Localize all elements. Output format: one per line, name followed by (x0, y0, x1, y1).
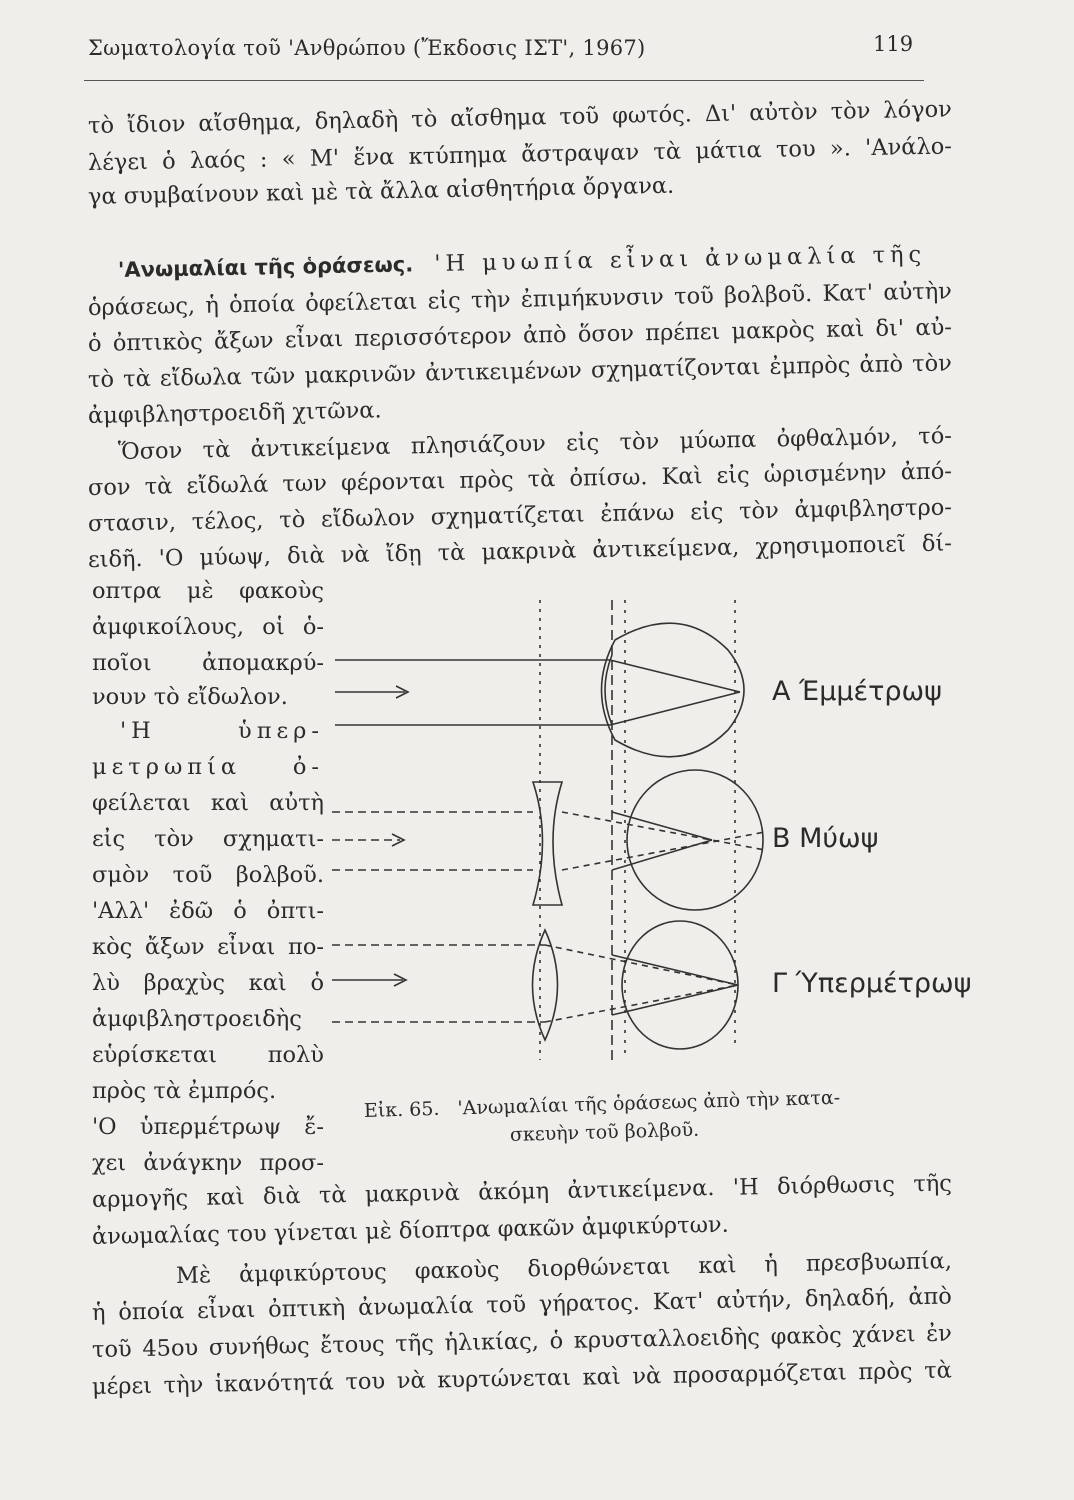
convex-lens (533, 930, 558, 1040)
text-line: ἡ ὁποία εἶναι ὀπτικὴ ἀνωμαλία τοῦ γήρατος. Κατ' αὐτήν, δηλαδή, ἀπὸ (91, 1283, 953, 1326)
column-line: μετρωπία ὀ- (92, 754, 324, 780)
refracted-ray (545, 945, 738, 985)
focus-ray (612, 985, 738, 1015)
column-line: 'Η ὑπερ- (120, 718, 324, 744)
eyeball-outline (622, 921, 738, 1049)
column-line: ἀμφιβληστροειδὴς (92, 1006, 302, 1032)
column-line: λὺ βραχὺς καὶ ὁ (92, 970, 324, 996)
caption-line: 'Ανωμαλίαι τῆς ὁράσεως ἀπὸ τὴν κατα- (457, 1086, 841, 1120)
text-line: ἀνωμαλίας του γίνεται μὲ δίοπτρα φακῶν ἀμφικύρτων. (91, 1211, 729, 1250)
column-line: 'Αλλ' ἐδῶ ὁ ὀπτι- (92, 898, 324, 924)
column-line: οπτρα μὲ φακοὺς (92, 578, 324, 604)
focus-ray (612, 955, 738, 985)
column-line: 'Ο ὑπερμέτρωψ ἔ- (92, 1114, 324, 1140)
text-line: αρμογῆς καὶ διὰ τὰ μακρινὰ ἀκόμη ἀντικείμενα. 'Η διόρθωσις τῆς (91, 1170, 953, 1213)
text-line: σον τὰ εἴδωλά των φέρονται πρὸς τὰ ὀπίσω. Καὶ εἰς ὡρισμένην ἀπό- (87, 458, 953, 501)
column-line: εὑρίσκεται πολὺ (92, 1042, 324, 1068)
column-line: ποῖοι ἀπομακρύ- (92, 650, 324, 676)
section-heading: 'Ανωμαλίαι τῆς ὁράσεως. (117, 252, 414, 282)
text-line: Μὲ ἀμφικύρτους φακοὺς διορθώνεται καὶ ἡ πρεσβυωπία, (175, 1248, 953, 1289)
text-line: ἀμφιβληστροειδῆ χιτῶνα. (87, 397, 382, 429)
text-line: ὁ ὀπτικὸς ἄξων εἶναι περισσότερον ἀπὸ ὅσον πρέπει μακρὸς καὶ δι' αὐ- (87, 314, 953, 357)
text-line: ειδῆ. 'Ο μύωψ, διὰ νὰ ἴδῃ τὰ μακρινὰ ἀντικείμενα, χρησιμοποιεῖ δί- (87, 530, 953, 573)
column-line: ἀμφικοίλους, οἱ ὁ- (92, 614, 324, 640)
text-line: λέγει ὁ λαός : « Μ' ἕνα κτύπημα ἄστραψαν τὰ μάτια του ». 'Ανάλο- (87, 133, 953, 176)
heading-continuation: 'Η μυωπία εἶναι ἀνωμαλία τῆς (434, 241, 927, 277)
column-line: κὸς ἄξων εἶναι πο- (92, 934, 324, 960)
column-line: φείλεται καὶ αὐτὴ (92, 790, 324, 816)
column-line: πρὸς τὰ ἐμπρός. (92, 1078, 277, 1104)
label-myopic: Β Μύωψ (772, 823, 879, 854)
column-line: εἰς τὸν σχηματι- (92, 826, 324, 852)
text-line: τὸ τὰ εἴδωλα τῶν μακρινῶν ἀντικειμένων σχηματίζονται ἐμπρὸς ἀπὸ τὸν (87, 350, 953, 393)
column-line: νουν τὸ εἴδωλον. (92, 684, 288, 710)
text-line: Ὅσον τὰ ἀντικείμενα πλησιάζουν εἰς τὸν μύωπα ὀφθαλμόν, τό- (117, 422, 953, 465)
text-line: ὁράσεως, ἡ ὁποία ὀφείλεται εἰς τὴν ἐπιμήκυνσιν τοῦ βολβοῦ. Κατ' αὐτὴν (87, 278, 953, 321)
running-header: Σωματολογία τοῦ 'Ανθρώπου (Ἔκδοσις ΙΣΤ', 1967) (88, 36, 646, 60)
refracted-ray (610, 660, 740, 692)
page-number: 119 (873, 32, 914, 56)
hyperopic-eye-diagram (332, 921, 738, 1049)
refracted-ray (610, 692, 740, 725)
text-line: τοῦ 45ου συνήθως ἔτους τῆς ἡλικίας, ὁ κρυσταλλοειδὴς φακὸς χάνει ἐν (91, 1320, 953, 1363)
text-line: γα συμβαίνουν καὶ μὲ τὰ ἄλλα αἰσθητήρια ὄργανα. (87, 172, 675, 210)
text-line: τὸ ἴδιον αἴσθημα, δηλαδὴ τὸ αἴσθημα τοῦ φωτός. Δι' αὐτὸν τὸν λόγον (87, 96, 953, 139)
eyeball-outline (602, 623, 745, 757)
column-line: χει ἀνάγκην προσ- (92, 1150, 324, 1176)
caption-line: σκευὴν τοῦ βολβοῦ. (509, 1118, 700, 1146)
myopic-eye-diagram (332, 770, 765, 910)
crystalline-lens (605, 655, 612, 725)
label-hyperopic: Γ Ύπερμέτρωψ (772, 968, 972, 999)
refracted-ray (545, 985, 738, 1022)
column-line: σμὸν τοῦ βολβοῦ. (92, 862, 324, 888)
label-emmetropic: Α Έμμέτρωψ (772, 676, 942, 707)
eyeball-outline (627, 770, 763, 910)
text-line: στασιν, τέλος, τὸ εἴδωλον σχηματίζεται ἐπάνω εἰς τὸν ἀμφιβληστρο- (87, 494, 953, 537)
text-line: μέρει τὴν ἱκανότητά του νὰ κυρτώνεται καὶ νὰ προσαρμόζεται πρὸς τὰ (91, 1357, 953, 1400)
concave-lens (533, 782, 562, 905)
figure-number: Εἰκ. 65. (363, 1097, 440, 1122)
